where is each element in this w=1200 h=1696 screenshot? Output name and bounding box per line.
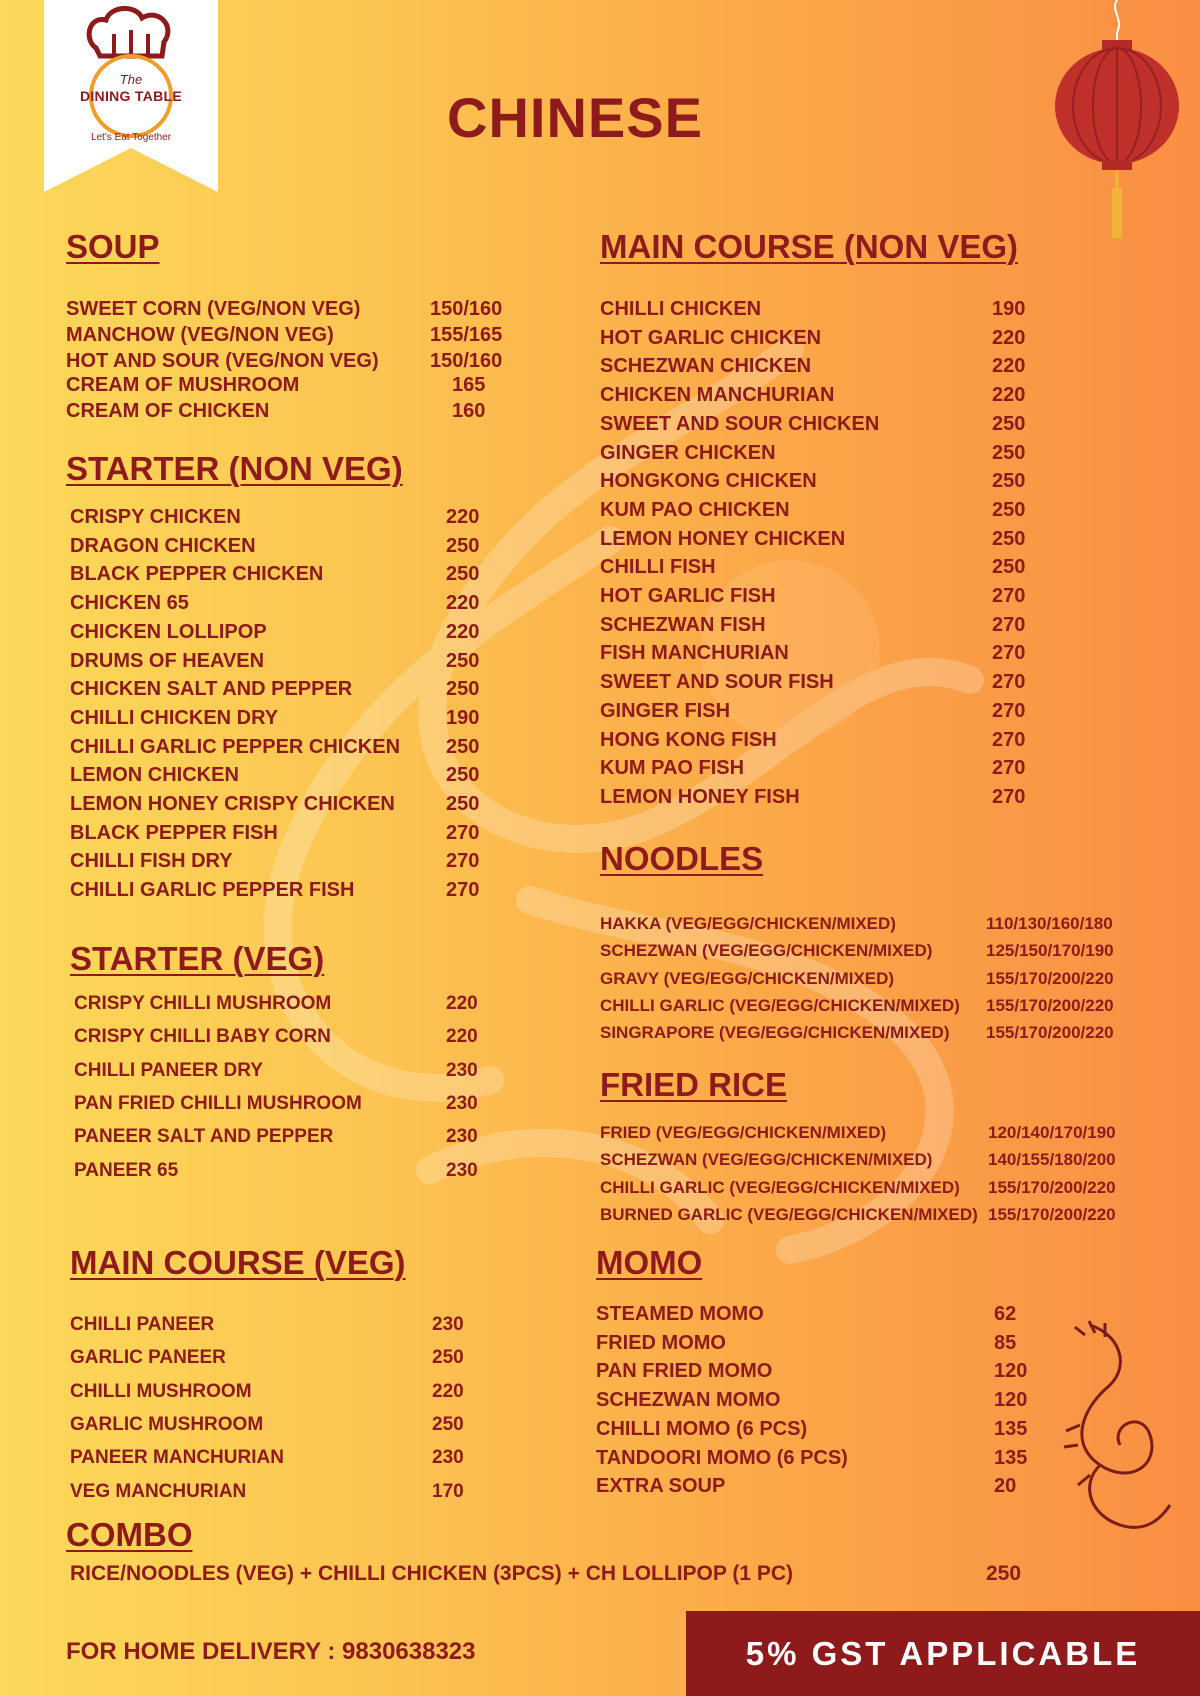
item-name: CHILLI GARLIC PEPPER CHICKEN — [70, 735, 401, 758]
item-price: 155/170/200/220 — [986, 1023, 1114, 1043]
item-price: 62 — [994, 1303, 1017, 1325]
item-name: FRIED MOMO — [596, 1331, 726, 1354]
item-name: HAKKA (VEG/EGG/CHICKEN/MIXED) — [600, 914, 896, 933]
item-price: 250 — [446, 678, 480, 701]
item-price: 230 — [446, 1092, 478, 1114]
noodles-heading: NOODLES — [600, 840, 764, 877]
item-price: 250 — [446, 764, 480, 787]
item-price: 155/170/200/220 — [988, 1204, 1116, 1224]
starter-nonveg-heading: STARTER (NON VEG) — [66, 450, 403, 487]
item-price: 270 — [446, 850, 480, 873]
item-price: 250 — [446, 563, 480, 586]
item-price: 20 — [994, 1475, 1017, 1498]
item-price: 135 — [994, 1417, 1028, 1440]
item-name: VEG MANCHURIAN — [70, 1480, 247, 1502]
item-price: 85 — [994, 1331, 1017, 1354]
item-name: GINGER CHICKEN — [600, 441, 776, 464]
item-name: CRISPY CHILLI BABY CORN — [74, 1026, 331, 1048]
item-name: TANDOORI MOMO (6 PCS) — [596, 1446, 848, 1469]
item-name: LEMON CHICKEN — [70, 764, 239, 787]
item-name: PAN FRIED MOMO — [596, 1360, 773, 1383]
combo-heading: COMBO — [66, 1516, 193, 1553]
item-price: 250 — [992, 498, 1026, 521]
item-name: SCHEZWAN (VEG/EGG/CHICKEN/MIXED) — [600, 941, 933, 961]
item-price: 170 — [432, 1480, 464, 1502]
item-name: CHILLI GARLIC (VEG/EGG/CHICKEN/MIXED) — [600, 995, 960, 1015]
item-name: PANEER 65 — [74, 1159, 179, 1181]
item-name: FISH MANCHURIAN — [600, 642, 789, 665]
item-price: 220 — [992, 326, 1026, 349]
item-price: 220 — [446, 506, 480, 528]
item-price: 220 — [432, 1380, 464, 1402]
dragon-icon — [1050, 1315, 1175, 1545]
item-name: PAN FRIED CHILLI MUSHROOM — [74, 1092, 362, 1114]
item-name: CRISPY CHILLI MUSHROOM — [74, 993, 332, 1014]
item-price: 135 — [994, 1446, 1028, 1469]
item-name: KUM PAO CHICKEN — [600, 498, 790, 521]
item-name: CHILLI PANEER — [70, 1314, 215, 1335]
combo-price: 250 — [986, 1562, 1022, 1585]
item-name: SCHEZWAN MOMO — [596, 1389, 781, 1412]
item-price: 120 — [994, 1389, 1028, 1412]
item-name: GARLIC MUSHROOM — [70, 1413, 264, 1435]
item-name: SWEET AND SOUR CHICKEN — [600, 412, 880, 435]
item-price: 230 — [446, 1159, 478, 1181]
item-price: 155/170/200/220 — [988, 1177, 1116, 1197]
item-price: 120 — [994, 1360, 1028, 1383]
item-price: 250 — [446, 534, 480, 557]
item-price: 230 — [446, 1126, 478, 1148]
item-price: 220 — [992, 384, 1026, 407]
item-price: 270 — [446, 879, 480, 902]
logo-the: The — [119, 72, 143, 87]
item-price: 230 — [432, 1447, 464, 1469]
item-price: 155/170/200/220 — [986, 968, 1114, 988]
item-price: 230 — [432, 1314, 464, 1335]
item-name: BLACK PEPPER CHICKEN — [70, 563, 324, 586]
item-price: 190 — [446, 706, 480, 729]
main-veg-heading: MAIN COURSE (VEG) — [70, 1244, 406, 1281]
item-name: PANEER MANCHURIAN — [70, 1447, 284, 1469]
item-name: GRAVY (VEG/EGG/CHICKEN/MIXED) — [600, 968, 895, 988]
momo-heading: MOMO — [596, 1244, 703, 1281]
logo-name: DINING TABLE — [79, 88, 183, 104]
item-name: CHILLI GARLIC PEPPER FISH — [70, 879, 355, 902]
item-price: 155/170/200/220 — [986, 995, 1114, 1015]
item-price: 220 — [446, 592, 480, 615]
item-price: 250 — [992, 412, 1026, 435]
item-name: EXTRA SOUP — [596, 1475, 726, 1498]
item-price: 250 — [992, 556, 1026, 579]
item-name: CHICKEN SALT AND PEPPER — [70, 678, 353, 701]
item-price: 270 — [992, 728, 1026, 751]
item-name: CHILLI PANEER DRY — [74, 1059, 263, 1081]
item-name: DRAGON CHICKEN — [70, 534, 256, 557]
item-price: 220 — [446, 993, 478, 1014]
home-delivery-text: FOR HOME DELIVERY : 9830638323 — [66, 1638, 476, 1665]
item-price: 220 — [446, 620, 480, 643]
item-price: 270 — [992, 585, 1026, 607]
item-name: HONG KONG FISH — [600, 728, 777, 751]
item-name: SINGRAPORE (VEG/EGG/CHICKEN/MIXED) — [600, 1023, 950, 1043]
item-price: 270 — [992, 757, 1026, 780]
item-name: SCHEZWAN (VEG/EGG/CHICKEN/MIXED) — [600, 1150, 933, 1170]
item-name: HOT GARLIC CHICKEN — [600, 326, 822, 349]
fried-rice-heading: FRIED RICE — [600, 1066, 788, 1103]
item-name: BLACK PEPPER FISH — [70, 821, 278, 844]
item-name: GARLIC PANEER — [70, 1347, 226, 1369]
item-price: 250 — [446, 793, 480, 815]
item-name: LEMON HONEY CHICKEN — [600, 527, 846, 550]
item-price: 250 — [992, 441, 1026, 464]
item-name: GINGER FISH — [600, 699, 731, 722]
page-title: CHINESE — [447, 86, 703, 149]
item-price: 250 — [446, 735, 480, 758]
item-name: LEMON HONEY CRISPY CHICKEN — [70, 793, 395, 815]
item-price: 270 — [992, 642, 1026, 665]
item-name: SWEET AND SOUR FISH — [600, 671, 834, 694]
item-price: 125/150/170/190 — [986, 941, 1114, 961]
item-price: 270 — [992, 613, 1026, 636]
item-price: 140/155/180/200 — [988, 1150, 1116, 1170]
item-name: LEMON HONEY FISH — [600, 785, 800, 808]
item-name: CHILLI MOMO (6 PCS) — [596, 1417, 808, 1440]
item-price: 250 — [432, 1413, 464, 1435]
starter-veg-heading: STARTER (VEG) — [70, 940, 325, 977]
gst-text: 5% GST APPLICABLE — [745, 1635, 1141, 1672]
item-price: 250 — [992, 527, 1026, 550]
item-price: 110/130/160/180 — [986, 914, 1113, 933]
item-name: CHILLI GARLIC (VEG/EGG/CHICKEN/MIXED) — [600, 1177, 960, 1197]
item-name: CHILLI FISH — [600, 556, 716, 579]
item-price: 190 — [992, 298, 1026, 320]
item-name: STEAMED MOMO — [596, 1303, 764, 1325]
item-name: DRUMS OF HEAVEN — [70, 649, 265, 672]
item-name: CHILLI MUSHROOM — [70, 1380, 252, 1402]
combo-description: RICE/NOODLES (VEG) + CHILLI CHICKEN (3PCS) + CH LOLLIPOP (1 PC) — [70, 1562, 794, 1585]
soup-heading: SOUP — [66, 228, 160, 265]
gst-banner — [686, 1611, 1200, 1696]
item-price: 250 — [992, 470, 1026, 493]
item-name: CHICKEN 65 — [70, 592, 189, 615]
item-name: CHILLI CHICKEN DRY — [70, 706, 279, 729]
item-name: CHILLI FISH DRY — [70, 850, 233, 873]
item-price: 220 — [446, 1026, 478, 1048]
item-name: PANEER SALT AND PEPPER — [74, 1126, 334, 1148]
item-name: BURNED GARLIC (VEG/EGG/CHICKEN/MIXED) — [600, 1204, 978, 1224]
item-name: KUM PAO FISH — [600, 757, 745, 780]
item-price: 230 — [446, 1059, 478, 1081]
item-price: 250 — [446, 649, 480, 672]
main-nonveg-heading: MAIN COURSE (NON VEG) — [600, 228, 1019, 265]
item-name: CHILLI CHICKEN — [600, 298, 762, 320]
item-price: 270 — [992, 785, 1026, 808]
item-price: 270 — [992, 699, 1026, 722]
item-price: 270 — [992, 671, 1026, 694]
item-name: CRISPY CHICKEN — [70, 506, 241, 528]
item-name: HOT GARLIC FISH — [600, 585, 776, 607]
item-price: 220 — [992, 355, 1026, 378]
logo-tagline: Let's Eat Together — [90, 132, 172, 143]
item-name: FRIED (VEG/EGG/CHICKEN/MIXED) — [600, 1123, 887, 1142]
item-name: SCHEZWAN CHICKEN — [600, 355, 812, 378]
item-name: HONGKONG CHICKEN — [600, 470, 817, 493]
item-name: CHICKEN LOLLIPOP — [70, 620, 267, 643]
item-price: 120/140/170/190 — [988, 1123, 1116, 1142]
item-name: SCHEZWAN FISH — [600, 613, 766, 636]
item-name: CHICKEN MANCHURIAN — [600, 384, 835, 407]
item-price: 250 — [432, 1347, 464, 1369]
item-price: 270 — [446, 821, 480, 844]
